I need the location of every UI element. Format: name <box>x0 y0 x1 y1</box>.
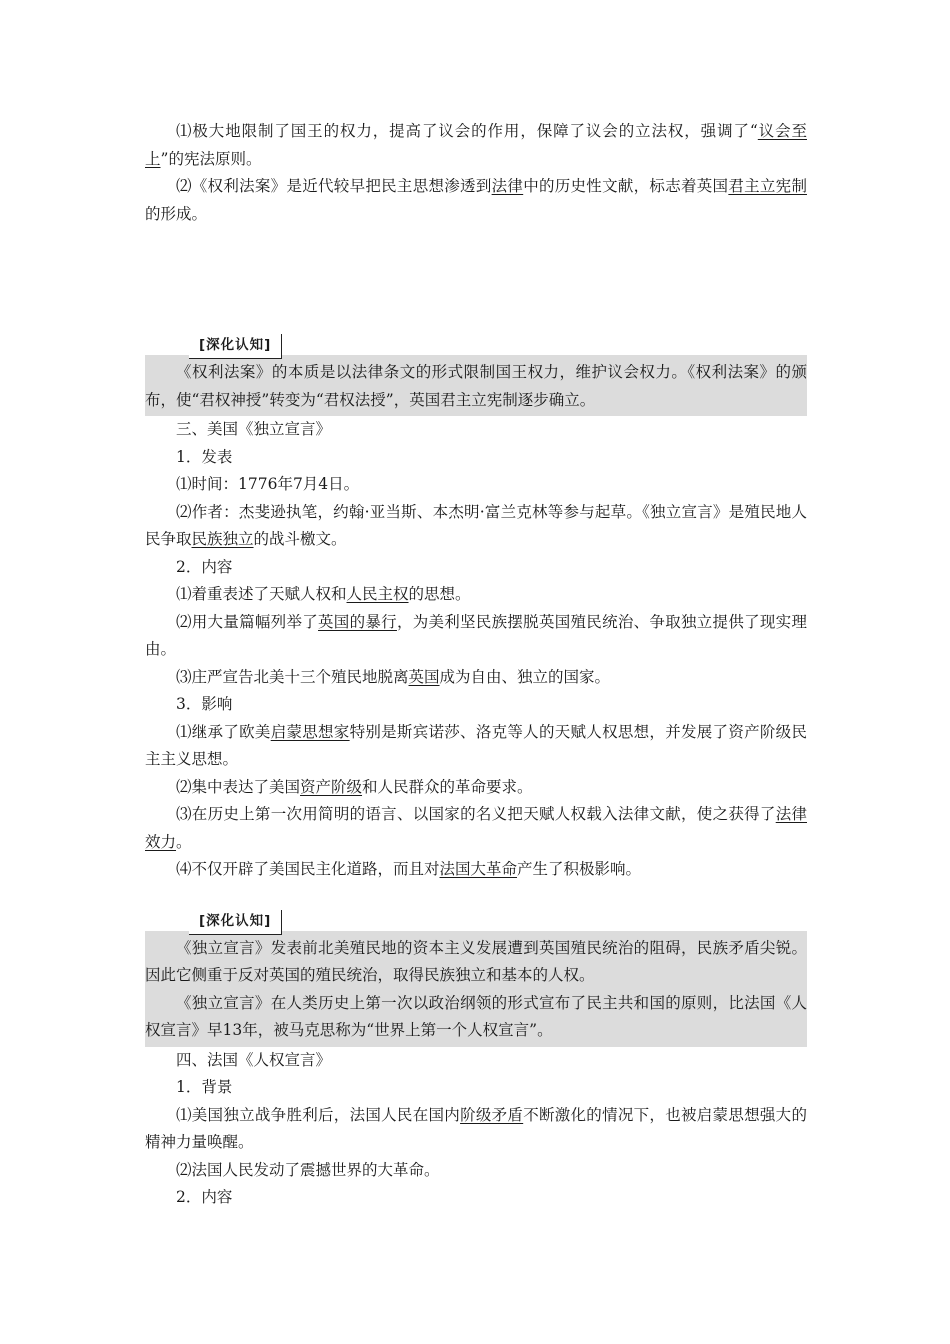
deepen-box <box>145 910 807 1047</box>
deepen-box <box>145 334 807 416</box>
underlined-term: 阶级矛盾 <box>460 1105 524 1124</box>
deepen-shade <box>145 355 807 416</box>
paragraph: ⑵法国人民发动了震撼世界的大革命。 <box>176 1160 440 1179</box>
subsection-title: 3．影响 <box>176 695 233 713</box>
paragraph: ⑴继承了欧美启蒙思想家特别是斯宾诺莎、洛克等人的天赋人权思想，并发展了资产阶级民主主义思想。 <box>145 722 807 768</box>
underlined-term: 君主立宪制 <box>728 177 807 195</box>
paragraph: ⑶庄严宣告北美十三个殖民地脱离英国成为自由、独立的国家。 <box>176 667 611 686</box>
underlined-term: 议会至上 <box>145 122 807 168</box>
underlined-term: 资产阶级 <box>300 777 363 796</box>
subsection-title: 1．发表 <box>176 447 233 466</box>
deepen-tag: [深化认知] <box>189 334 282 359</box>
paragraph: ⑵作者：杰斐逊执笔，约翰·亚当斯、本杰明·富兰克林等参与起草。《独立宣言》是殖民地人民争取民族独立的战斗檄文。 <box>145 502 807 548</box>
underlined-term: 启蒙思想家 <box>270 722 350 741</box>
document-page <box>145 118 807 1212</box>
paragraph: ⑴着重表述了天赋人权和人民主权的思想。 <box>176 585 471 603</box>
underlined-term: 英国 <box>408 667 440 686</box>
subsection-title: 1．背景 <box>176 1078 233 1096</box>
paragraph: ⑴极大地限制了国王的权力，提高了议会的作用，保障了议会的立法权，强调了“议会至上”的宪法原则。 <box>145 122 807 168</box>
paragraph: ⑷不仅开辟了美国民主化道路，而且对法国大革命产生了积极影响。 <box>176 860 642 878</box>
underlined-term: 法国大革命 <box>439 860 518 878</box>
subsection-title: 2．内容 <box>176 1188 233 1206</box>
section-heading: 三、美国《独立宣言》 <box>176 420 332 438</box>
deepen-text: 《独立宣言》在人类历史上第一次以政治纲领的形式宣布了民主共和国的原则，比法国《人权宣言》早13年，被马克思称为“世界上第一个人权宣言”。 <box>145 993 807 1039</box>
deepen-text: 《权利法案》的本质是以法律条文的形式限制国王权力，维护议会权力。《权利法案》的颁布，使“君权神授”转变为“君权法授”，英国君主立宪制逐步确立。 <box>145 363 807 409</box>
paragraph: ⑴时间：1776年7月4日。 <box>176 475 360 493</box>
deepen-text: 《独立宣言》发表前北美殖民地的资本主义发展遭到英国殖民统治的阻碍，民族矛盾尖锐。因此它侧重于反对英国的殖民统治，取得民族独立和基本的人权。 <box>145 938 807 984</box>
underlined-term: 人民主权 <box>346 585 409 603</box>
deepen-tag: [深化认知] <box>189 910 282 935</box>
underlined-term: 法律效力 <box>145 805 807 851</box>
subsection-title: 2．内容 <box>176 557 233 576</box>
deepen-shade <box>145 931 807 1047</box>
paragraph: ⑵集中表达了美国资产阶级和人民群众的革命要求。 <box>176 777 533 796</box>
paragraph: ⑵用大量篇幅列举了英国的暴行，为美利坚民族摆脱英国殖民统治、争取独立提供了现实理由。 <box>145 612 807 658</box>
underlined-term: 民族独立 <box>191 530 254 548</box>
paragraph: ⑴美国独立战争胜利后，法国人民在国内阶级矛盾不断激化的情况下，也被启蒙思想强大的精神力量唤醒。 <box>145 1105 807 1151</box>
paragraph: ⑶在历史上第一次用简明的语言、以国家的名义把天赋人权载入法律文献，使之获得了法律效力。 <box>145 805 807 851</box>
section-heading: 四、法国《人权宣言》 <box>176 1050 332 1069</box>
paragraph: ⑵《权利法案》是近代较早把民主思想渗透到法律中的历史性文献，标志着英国君主立宪制的形成。 <box>145 177 807 223</box>
underlined-term: 法律 <box>491 177 524 195</box>
underlined-term: 英国的暴行 <box>318 612 397 631</box>
